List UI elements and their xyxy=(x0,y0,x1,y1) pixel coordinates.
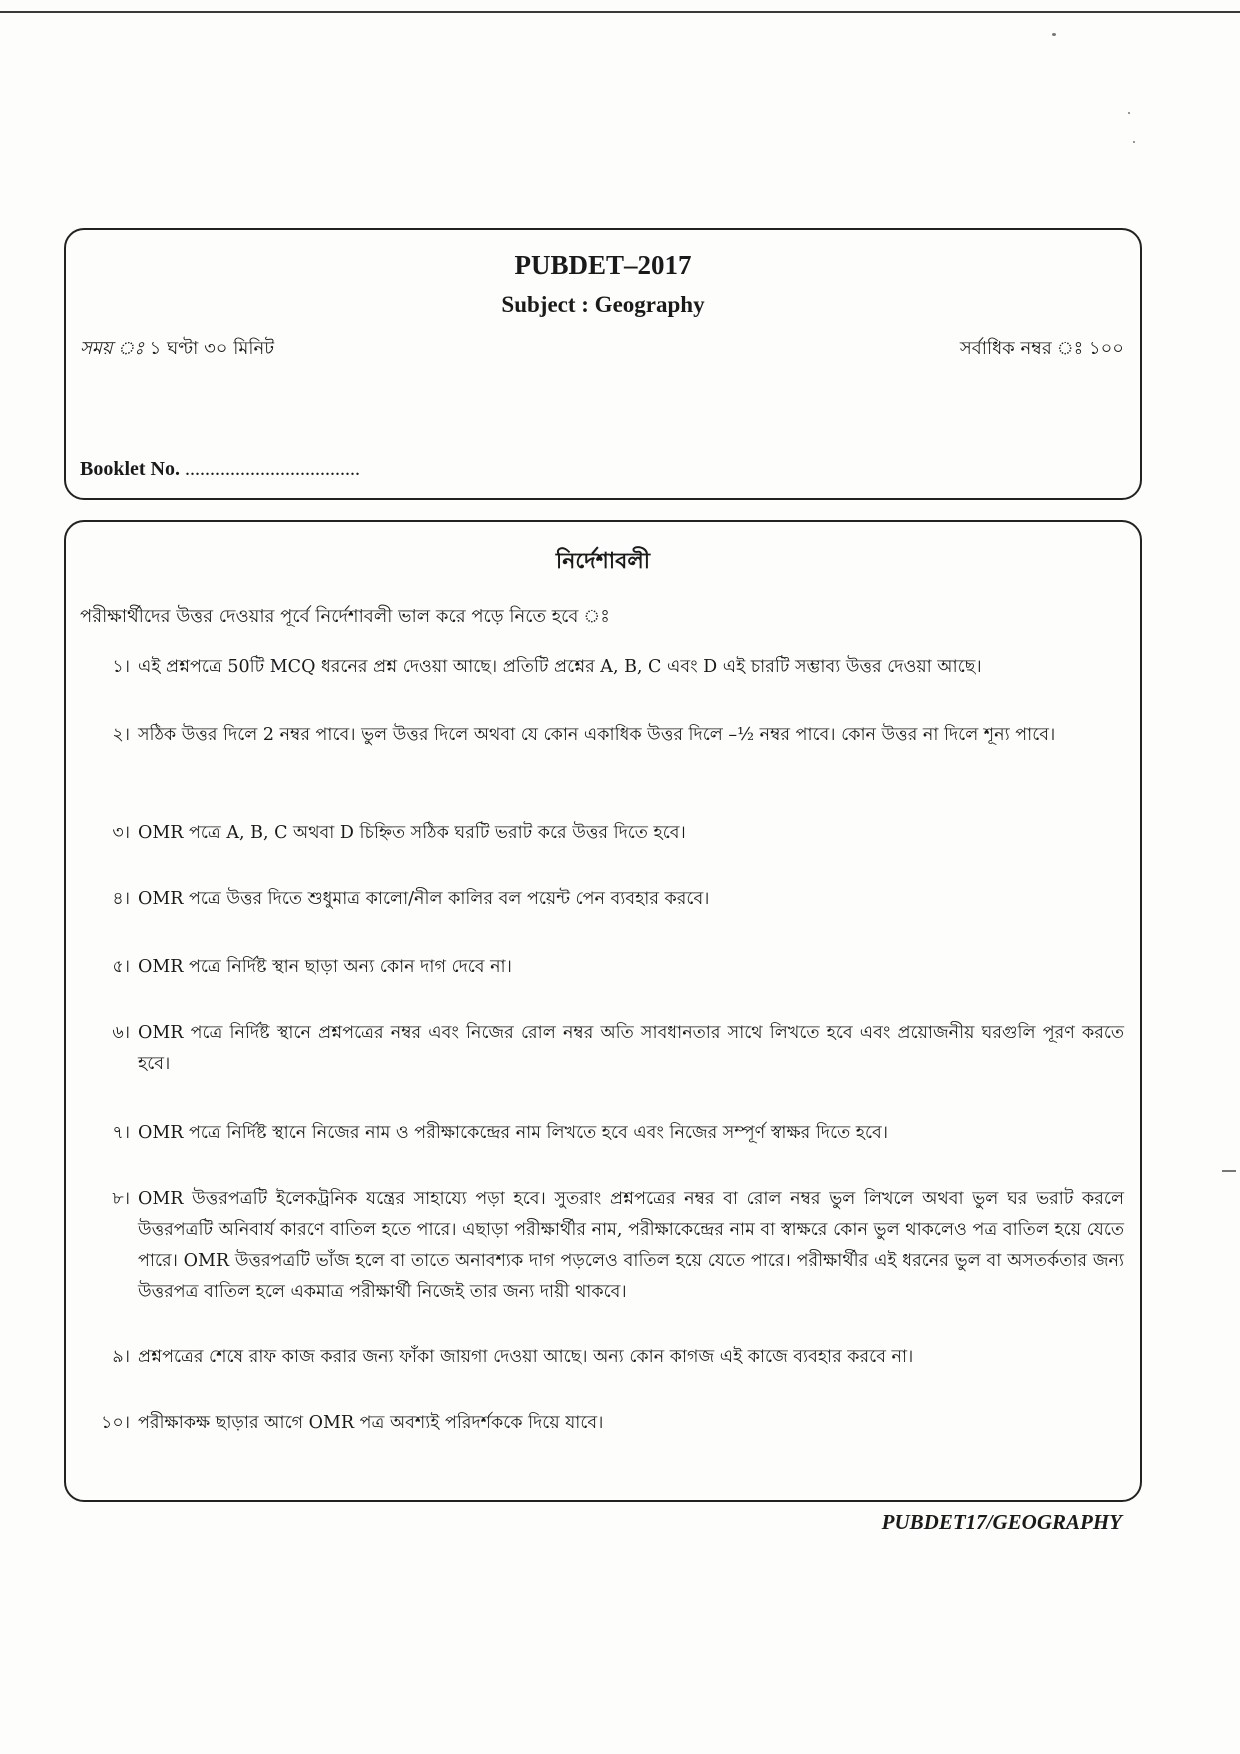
instruction-item xyxy=(88,952,1124,983)
instructions-heading: নির্দেশাবলী xyxy=(555,548,651,574)
exam-header-box xyxy=(64,228,1142,500)
duration-value: ১ ঘণ্টা ৩০ মিনিট xyxy=(149,338,275,359)
instruction-text: OMR পত্রে নির্দিষ্ট স্থান ছাড়া অন্য কোন দাগ দেবে না। xyxy=(138,957,512,977)
booklet-blank: ................................... xyxy=(185,458,360,480)
duration-label: সময় ঃ xyxy=(80,338,144,359)
instruction-number: ৫। xyxy=(112,957,130,977)
instruction-number: ১০। xyxy=(101,1413,130,1433)
instruction-number: ১। xyxy=(112,657,130,677)
instruction-item xyxy=(88,1184,1124,1308)
top-scan-edge-line xyxy=(0,11,1240,13)
instruction-text: OMR পত্রে নির্দিষ্ট স্থানে নিজের নাম ও পরীক্ষাকেন্দ্রের নাম লিখতে হবে এবং নিজের সম্পূর্ণ স্বাক্ষর দিতে হবে। xyxy=(138,1123,889,1143)
instruction-item xyxy=(88,1408,1124,1439)
paper-code: PUBDET17/GEOGRAPHY xyxy=(881,1510,1122,1534)
instruction-item xyxy=(88,1118,1124,1149)
instruction-item xyxy=(88,1342,1124,1373)
instruction-number: ৪। xyxy=(112,889,130,909)
instruction-number: ২। xyxy=(112,725,130,745)
exam-duration xyxy=(80,334,274,365)
instruction-item xyxy=(88,884,1124,915)
scan-speck xyxy=(1133,141,1135,143)
scan-speck xyxy=(1052,33,1056,36)
instructions-box xyxy=(64,520,1142,1502)
instruction-text: সঠিক উত্তর দিলে 2 নম্বর পাবে। ভুল উত্তর দিলে অথবা যে কোন একাধিক উত্তর দিলে –½ নম্বর পাবে। কোন উত্তর না দিলে শূন্য পাবে। xyxy=(138,725,1056,745)
instruction-text: এই প্রশ্নপত্রে 50টি MCQ ধরনের প্রশ্ন দেওয়া আছে। প্রতিটি প্রশ্নের A, B, C এবং D এই চারটি সম্ভাব্য উত্তর দেওয়া আছে। xyxy=(138,657,982,677)
instruction-text: OMR পত্রে নির্দিষ্ট স্থানে প্রশ্নপত্রের নম্বর এবং নিজের রোল নম্বর অতি সাবধানতার সাথে লিখতে হবে এবং প্রয়োজনীয় ঘরগুলি পূরণ করতে হবে। xyxy=(138,1023,1124,1074)
instruction-number: ৯। xyxy=(112,1347,130,1367)
instruction-number: ৭। xyxy=(112,1123,130,1143)
instructions-intro: পরীক্ষার্থীদের উত্তর দেওয়ার পূর্বে নির্দেশাবলী ভাল করে পড়ে নিতে হবে ঃ xyxy=(80,606,610,627)
instruction-text: OMR পত্রে A, B, C অথবা D চিহ্নিত সঠিক ঘরটি ভরাট করে উত্তর দিতে হবে। xyxy=(138,823,686,843)
instruction-text: প্রশ্নপত্রের শেষে রাফ কাজ করার জন্য ফাঁকা জায়গা দেওয়া আছে। অন্য কোন কাগজ এই কাজে ব্যবহার করবে না। xyxy=(138,1347,914,1367)
booklet-label: Booklet No. xyxy=(80,458,180,480)
scan-speck xyxy=(1128,112,1130,114)
instruction-item xyxy=(88,652,1124,683)
instruction-number: ৮। xyxy=(112,1189,130,1209)
instruction-item xyxy=(88,1018,1124,1080)
full-marks: সর্বাধিক নম্বর ঃ ১০০ xyxy=(959,338,1124,359)
instruction-item xyxy=(88,818,1124,849)
instruction-text: OMR উত্তরপত্রটি ইলেকট্রনিক যন্ত্রের সাহায্যে পড়া হবে। সুতরাং প্রশ্নপত্রের নম্বর বা রোল নম্বর ভুল লিখলে অথবা ভুল ঘর ভরাট করলে উত্তরপত্রটি অনিবার্য কারণে বাতিল হতে পারে। এছাড়া পরীক্ষার্থীর নাম, পরীক্ষাকেন্দ্রের নাম বা স্বাক্ষরে কোন ভুল থাকলেও পত্র বাতিল হয়ে যেতে পারে। OMR উত্তরপত্রটি ভাঁজ হলে বা তাতে অনাবশ্যক দাগ পড়লেও বাতিল হয়ে যেতে পারে। পরীক্ষার্থীর এই ধরনের ভুল বা অসতর্কতার জন্য উত্তরপত্র বাতিল হলে একমাত্র পরীক্ষার্থী নিজেই তার জন্য দায়ী থাকবে। xyxy=(138,1189,1124,1302)
booklet-number-field xyxy=(80,458,360,481)
instruction-text: OMR পত্রে উত্তর দিতে শুধুমাত্র কালো/নীল কালির বল পয়েন্ট পেন ব্যবহার করবে। xyxy=(138,889,710,909)
instruction-text: পরীক্ষাকক্ষ ছাড়ার আগে OMR পত্র অবশ্যই পরিদর্শককে দিয়ে যাবে। xyxy=(138,1413,604,1433)
exam-title: PUBDET–2017 xyxy=(514,250,692,280)
scan-speck xyxy=(1222,1170,1236,1172)
instruction-number: ৬। xyxy=(112,1023,130,1043)
instruction-item xyxy=(88,720,1124,751)
instruction-number: ৩। xyxy=(112,823,130,843)
exam-subject: Subject : Geography xyxy=(501,292,705,317)
